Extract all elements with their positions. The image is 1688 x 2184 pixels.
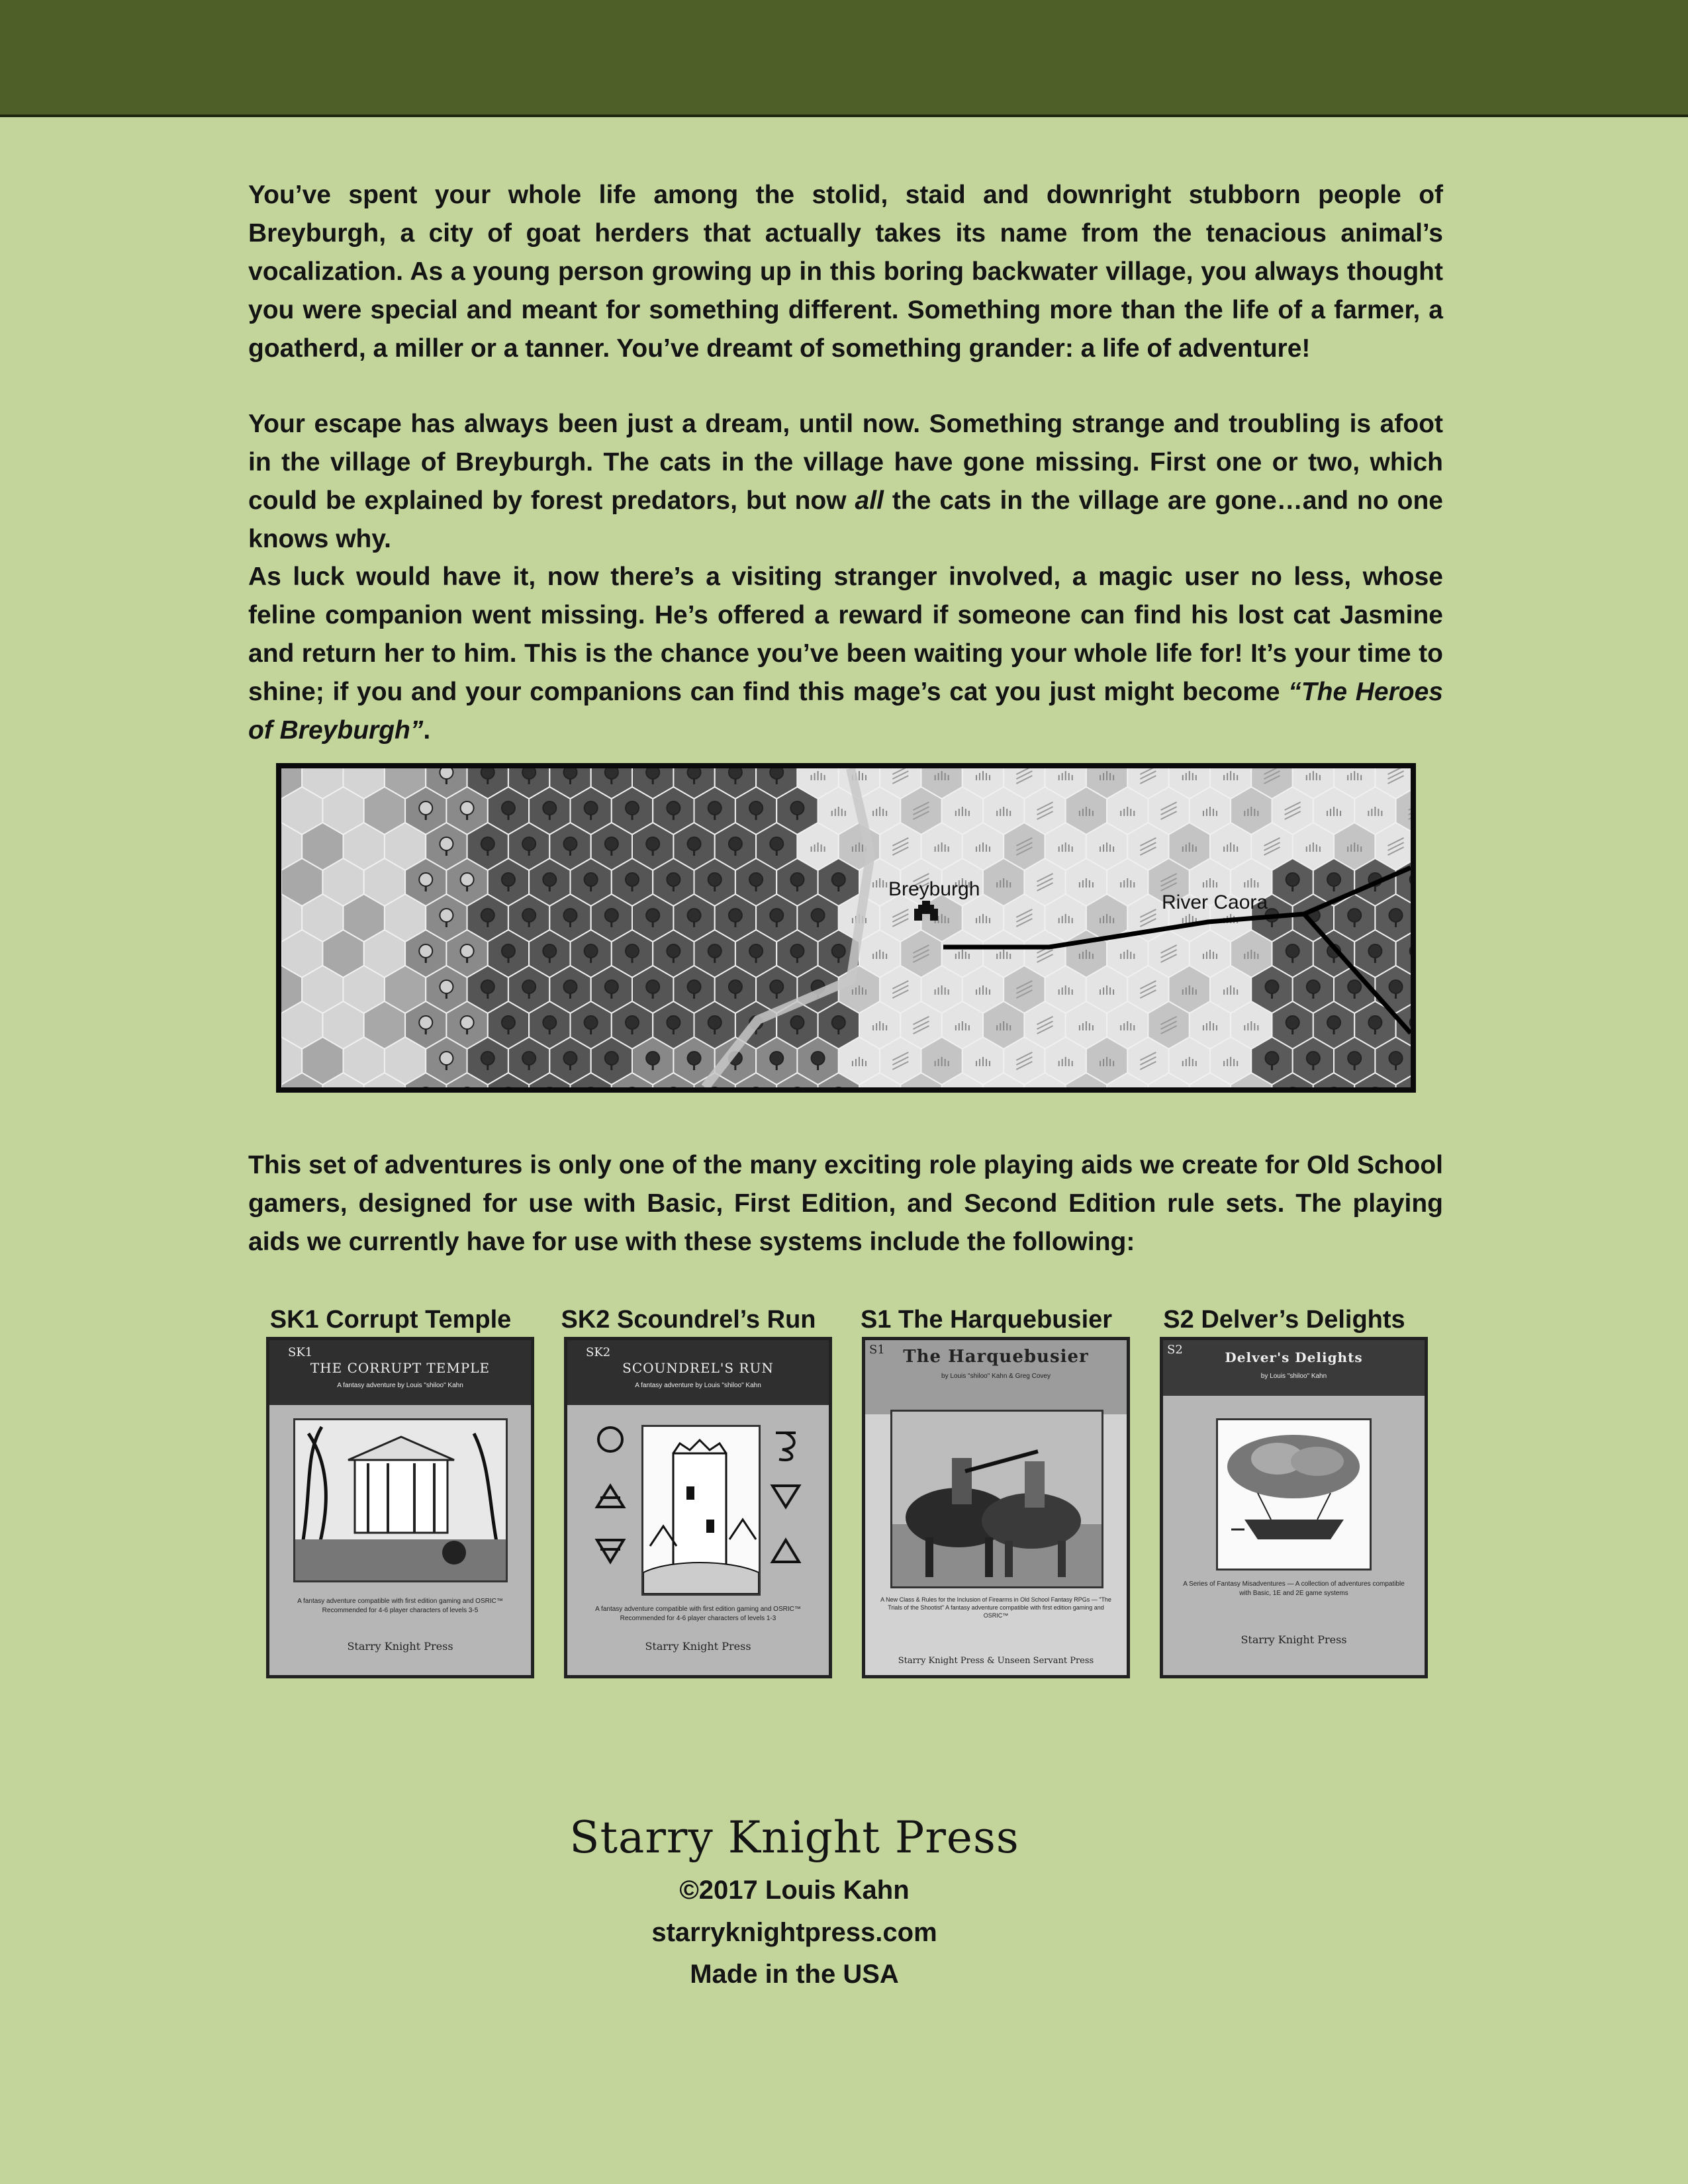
rune-symbols-right	[769, 1426, 802, 1585]
forest-mark	[1327, 1016, 1340, 1029]
forest-mark	[1307, 1052, 1320, 1065]
forest-mark	[440, 980, 453, 993]
forest-mark	[770, 980, 783, 993]
cover-note: A New Class & Rules for the Inclusion of Firearms in Old School Fantasy RPGs — "The Trials of the Shootist" A fantasy adventure compatible with first edition gaming and OSRIC™	[880, 1596, 1111, 1619]
forest-mark	[1389, 909, 1403, 922]
forest-mark	[790, 1016, 804, 1029]
product-cover[interactable]	[564, 1337, 832, 1678]
intro-paragraph-2	[248, 405, 1443, 559]
forest-mark	[667, 944, 680, 958]
forest-mark	[481, 837, 494, 850]
cover-subtitle: A fantasy adventure by Louis "shiloo" Kahn	[635, 1382, 761, 1389]
forest-mark	[688, 980, 701, 993]
forest-mark	[812, 1052, 825, 1065]
forest-mark	[790, 801, 804, 815]
forest-mark	[688, 768, 701, 779]
forest-mark	[502, 873, 515, 886]
forest-mark	[1307, 980, 1320, 993]
forest-mark	[1348, 980, 1361, 993]
publisher-brand: Starry Knight Press	[569, 1812, 1019, 1863]
forest-mark	[481, 909, 494, 922]
forest-mark	[626, 1016, 639, 1029]
forest-mark	[729, 980, 742, 993]
cover-header	[865, 1340, 1127, 1414]
forest-mark	[563, 909, 577, 922]
product-title: S1 The Harquebusier	[860, 1306, 1113, 1334]
airship-illustration	[1216, 1418, 1372, 1570]
forest-mark	[543, 873, 556, 886]
forest-mark	[461, 944, 474, 958]
forest-mark	[461, 1016, 474, 1029]
forest-mark	[502, 801, 515, 815]
intro-paragraph-1: You’ve spent your whole life among the stolid, staid and downright stubborn people of Breyburgh, a city of goat herders that actually takes its name from the tenacious animal’s vocalization. As a young person growing up in this boring backwater village, you always thought you were special and meant for something different. Something more than the life of a farmer, a goatherd, a miller or a tanner. You’ve dreamt of something grander: a life of adventure!	[248, 181, 1443, 363]
forest-mark	[481, 768, 494, 779]
product-title: S2 Delver’s Delights	[1163, 1306, 1405, 1334]
forest-mark	[502, 944, 515, 958]
forest-mark	[749, 944, 763, 958]
product-card-sk2[interactable]	[549, 1302, 827, 1653]
product-cover[interactable]	[266, 1337, 534, 1678]
forest-mark	[729, 909, 742, 922]
forest-mark	[481, 980, 494, 993]
forest-mark	[563, 837, 577, 850]
forest-mark	[481, 1052, 494, 1065]
forest-mark	[708, 1016, 722, 1029]
forest-mark	[1286, 944, 1299, 958]
forest-mark	[585, 1016, 598, 1029]
forest-mark	[688, 909, 701, 922]
cover-code: SK1	[288, 1345, 313, 1359]
forest-mark	[667, 1016, 680, 1029]
forest-mark	[646, 768, 659, 779]
tower-illustration	[641, 1425, 761, 1596]
forest-mark	[440, 909, 453, 922]
forest-mark	[770, 1052, 783, 1065]
product-cover[interactable]	[862, 1337, 1130, 1678]
product-title: SK1 Corrupt Temple	[269, 1306, 512, 1334]
forest-mark	[1286, 1016, 1299, 1029]
cover-publisher: Starry Knight Press & Unseen Servant Press	[898, 1656, 1094, 1666]
cover-publisher: Starry Knight Press	[347, 1640, 453, 1653]
cover-subtitle: by Louis "shiloo" Kahn & Greg Covey	[941, 1373, 1051, 1380]
forest-mark	[419, 944, 432, 958]
catalog-intro: This set of adventures is only one of the many exciting role playing aids we create for Old School gamers, designed for use with Basic, First Edition, and Second Edition rule sets. The playing aids we currently have for use with these systems include the following:	[248, 1151, 1443, 1256]
forest-mark	[461, 873, 474, 886]
forest-mark	[1265, 1052, 1278, 1065]
forest-mark	[688, 837, 701, 850]
forest-mark	[585, 944, 598, 958]
forest-mark	[708, 873, 722, 886]
forest-mark	[440, 837, 453, 850]
forest-mark	[605, 980, 618, 993]
cover-title: The Harquebusier	[903, 1347, 1089, 1367]
forest-mark	[646, 837, 659, 850]
forest-mark	[440, 1052, 453, 1065]
copyright-line: ©2017 Louis Kahn	[679, 1876, 910, 1905]
cover-code: SK2	[586, 1345, 611, 1359]
forest-mark	[646, 980, 659, 993]
intro-p2-text-b: the cats in the village are gone…and no one knows why.	[248, 486, 1443, 553]
cover-code: S1	[869, 1343, 885, 1357]
hex-map	[276, 763, 1416, 1093]
cover-note: A fantasy adventure compatible with first edition gaming and OSRIC™ Recommended for 4-6 player characters of levels 3-5	[297, 1598, 503, 1614]
forest-mark	[708, 801, 722, 815]
intro-p2-emphasis: all	[855, 486, 884, 515]
forest-mark	[522, 909, 536, 922]
forest-mark	[770, 768, 783, 779]
river-label: River Caora	[1162, 891, 1268, 913]
forest-mark	[708, 944, 722, 958]
forest-mark	[1389, 980, 1403, 993]
forest-mark	[729, 837, 742, 850]
forest-mark	[585, 801, 598, 815]
cover-publisher: Starry Knight Press	[1241, 1633, 1347, 1646]
forest-mark	[646, 909, 659, 922]
forest-mark	[770, 837, 783, 850]
forest-mark	[419, 1016, 432, 1029]
cover-title: THE CORRUPT TEMPLE	[310, 1360, 491, 1376]
cover-header	[269, 1340, 531, 1405]
cover-subtitle: by Louis "shiloo" Kahn	[1260, 1373, 1327, 1380]
forest-mark	[667, 801, 680, 815]
forest-mark	[626, 944, 639, 958]
forest-mark	[1368, 944, 1382, 958]
forest-mark	[626, 873, 639, 886]
intro-paragraph-3	[248, 558, 1443, 750]
product-list	[252, 1302, 1443, 1686]
website-link[interactable]: starryknightpress.com	[651, 1918, 937, 1947]
forest-mark	[1265, 980, 1278, 993]
hex-map-canvas	[281, 768, 1411, 1087]
made-in-line: Made in the USA	[690, 1960, 899, 1989]
intro-p3-emphasis: “The Heroes of Breyburgh”	[248, 678, 1443, 745]
forest-mark	[605, 1052, 618, 1065]
forest-mark	[522, 768, 536, 779]
forest-mark	[749, 873, 763, 886]
forest-mark	[419, 873, 432, 886]
forest-mark	[1389, 1052, 1403, 1065]
intro-p3-text-a: As luck would have it, now there’s a visiting stranger involved, a magic user no less, whose feline companion went missing. He’s offered a reward if someone can find his lost cat Jasmine and return her to him. This is the chance you’ve been waiting your whole life for! It’s your time to shine; if you and your companions can find this mage’s cat you just might become	[248, 563, 1443, 706]
cover-note: A fantasy adventure compatible with first edition gaming and OSRIC™ Recommended for 4-6 player characters of levels 1-3	[595, 1606, 801, 1622]
product-card-s1[interactable]	[847, 1302, 1125, 1666]
cover-code: S2	[1167, 1343, 1183, 1357]
forest-mark	[563, 768, 577, 779]
forest-mark	[1327, 873, 1340, 886]
product-cover[interactable]	[1160, 1337, 1428, 1678]
forest-mark	[688, 1052, 701, 1065]
forest-mark	[461, 801, 474, 815]
header-bar	[0, 0, 1688, 117]
forest-mark	[812, 909, 825, 922]
forest-mark	[419, 801, 432, 815]
cover-title: SCOUNDREL'S RUN	[622, 1360, 774, 1376]
forest-mark	[667, 873, 680, 886]
cover-publisher: Starry Knight Press	[645, 1640, 751, 1653]
forest-mark	[563, 1052, 577, 1065]
forest-mark	[585, 873, 598, 886]
intro-p3-text-b: .	[423, 716, 431, 745]
rune-symbols-left	[594, 1426, 627, 1585]
horsemen-illustration	[890, 1410, 1103, 1588]
forest-mark	[1348, 909, 1361, 922]
forest-mark	[605, 837, 618, 850]
forest-mark	[626, 801, 639, 815]
cover-title: Delver's Delights	[1225, 1349, 1363, 1365]
cover-header	[1163, 1340, 1425, 1396]
cover-subtitle: A fantasy adventure by Louis "shiloo" Kahn	[337, 1382, 463, 1389]
forest-mark	[1368, 1016, 1382, 1029]
product-card-sk1[interactable]	[252, 1302, 530, 1653]
temple-illustration	[293, 1418, 508, 1582]
intro-p2-text-a: Your escape has always been just a dream, until now. Something strange and troubling is afoot in the village of Breyburgh. The cats in the village have gone missing. First one or two, which could be explained by forest predators, but now	[248, 410, 1443, 515]
forest-mark	[522, 980, 536, 993]
forest-mark	[832, 873, 845, 886]
cover-header	[567, 1340, 829, 1405]
forest-mark	[563, 980, 577, 993]
forest-mark	[522, 1052, 536, 1065]
forest-mark	[1286, 873, 1299, 886]
forest-mark	[729, 768, 742, 779]
village-label: Breyburgh	[888, 878, 980, 900]
forest-mark	[749, 801, 763, 815]
forest-mark	[646, 1052, 659, 1065]
forest-mark	[543, 944, 556, 958]
forest-mark	[440, 768, 453, 779]
forest-mark	[605, 909, 618, 922]
forest-mark	[832, 1016, 845, 1029]
forest-mark	[522, 837, 536, 850]
product-title: SK2 Scoundrel’s Run	[561, 1306, 816, 1334]
forest-mark	[1348, 1052, 1361, 1065]
forest-mark	[543, 801, 556, 815]
forest-mark	[543, 1016, 556, 1029]
forest-mark	[832, 944, 845, 958]
forest-mark	[790, 944, 804, 958]
cover-note: A Series of Fantasy Misadventures — A collection of adventures compatible with Basic, 1E and 2E game systems	[1183, 1580, 1405, 1597]
forest-mark	[605, 768, 618, 779]
product-card-s2[interactable]	[1145, 1302, 1423, 1646]
forest-mark	[790, 873, 804, 886]
forest-mark	[502, 1016, 515, 1029]
forest-mark	[770, 909, 783, 922]
